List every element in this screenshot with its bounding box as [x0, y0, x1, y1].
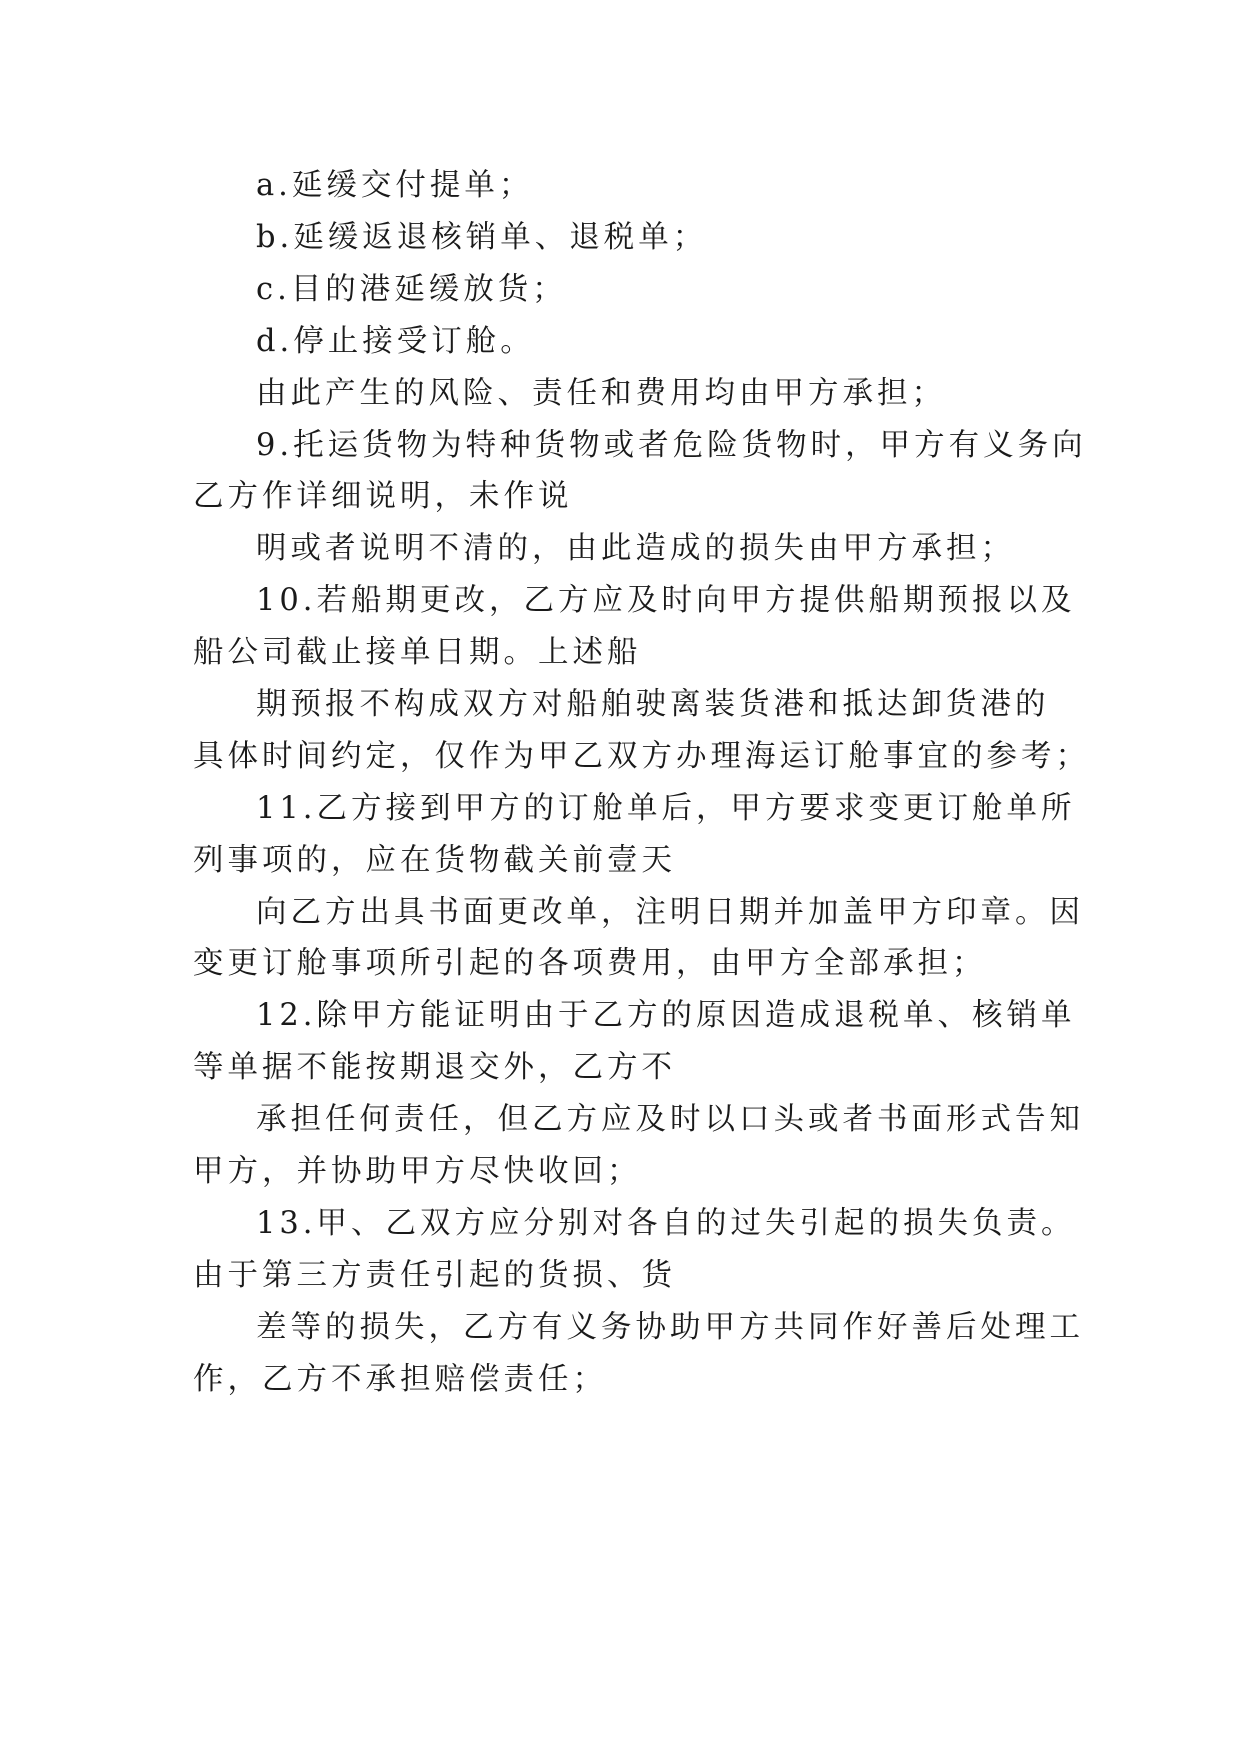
clause-9-cont-line-1: 明或者说明不清的，由此造成的损失由甲方承担；: [256, 531, 1015, 566]
clause-8b-line-1: b.延缓返退核销单、退税单；: [256, 220, 708, 255]
clause-8-risk-line-1: 由此产生的风险、责任和费用均由甲方承担；: [256, 376, 946, 411]
clause-8d-line-1: d.停止接受订舱。: [256, 324, 535, 359]
clause-8a-line-1: a.延缓交付提单；: [256, 168, 534, 203]
clause-10-cont-line-2: 具体时间约定，仅作为甲乙双方办理海运订舱事宜的参考；: [193, 739, 1090, 774]
clause-11-line-2: 列事项的，应在货物截关前壹天: [193, 843, 676, 878]
clause-13-line-2: 由于第三方责任引起的货损、货: [193, 1258, 676, 1293]
clause-9-line-1: 9.托运货物为特种货物或者危险货物时，甲方有义务向: [256, 428, 1087, 463]
clause-13-line-1: 13.甲、乙双方应分别对各自的过失引起的损失负责。: [256, 1206, 1076, 1241]
clause-9-line-2: 乙方作详细说明，未作说: [193, 479, 573, 514]
clause-11-cont-line-2: 变更订舱事项所引起的各项费用，由甲方全部承担；: [193, 946, 987, 981]
clause-12-cont-line-1: 承担任何责任，但乙方应及时以口头或者书面形式告知: [256, 1102, 1084, 1137]
clause-8c-line-1: c.目的港延缓放货；: [256, 272, 567, 307]
clause-13-cont-line-2: 作，乙方不承担赔偿责任；: [193, 1362, 607, 1397]
clause-10-line-2: 船公司截止接单日期。上述船: [193, 635, 642, 670]
clause-12-cont-line-2: 甲方，并协助甲方尽快收回；: [193, 1154, 642, 1189]
clause-11-cont-line-1: 向乙方出具书面更改单，注明日期并加盖甲方印章。因: [256, 895, 1084, 930]
clause-10-line-1: 10.若船期更改，乙方应及时向甲方提供船期预报以及: [256, 583, 1076, 618]
clause-13-cont-line-1: 差等的损失，乙方有义务协助甲方共同作好善后处理工: [256, 1310, 1084, 1345]
clause-10-cont-line-1: 期预报不构成双方对船舶驶离装货港和抵达卸货港的: [256, 687, 1050, 722]
clause-12-line-1: 12.除甲方能证明由于乙方的原因造成退税单、核销单: [256, 998, 1076, 1033]
clause-11-line-1: 11.乙方接到甲方的订舱单后，甲方要求变更订舱单所: [256, 791, 1076, 826]
clause-12-line-2: 等单据不能按期退交外，乙方不: [193, 1050, 676, 1085]
